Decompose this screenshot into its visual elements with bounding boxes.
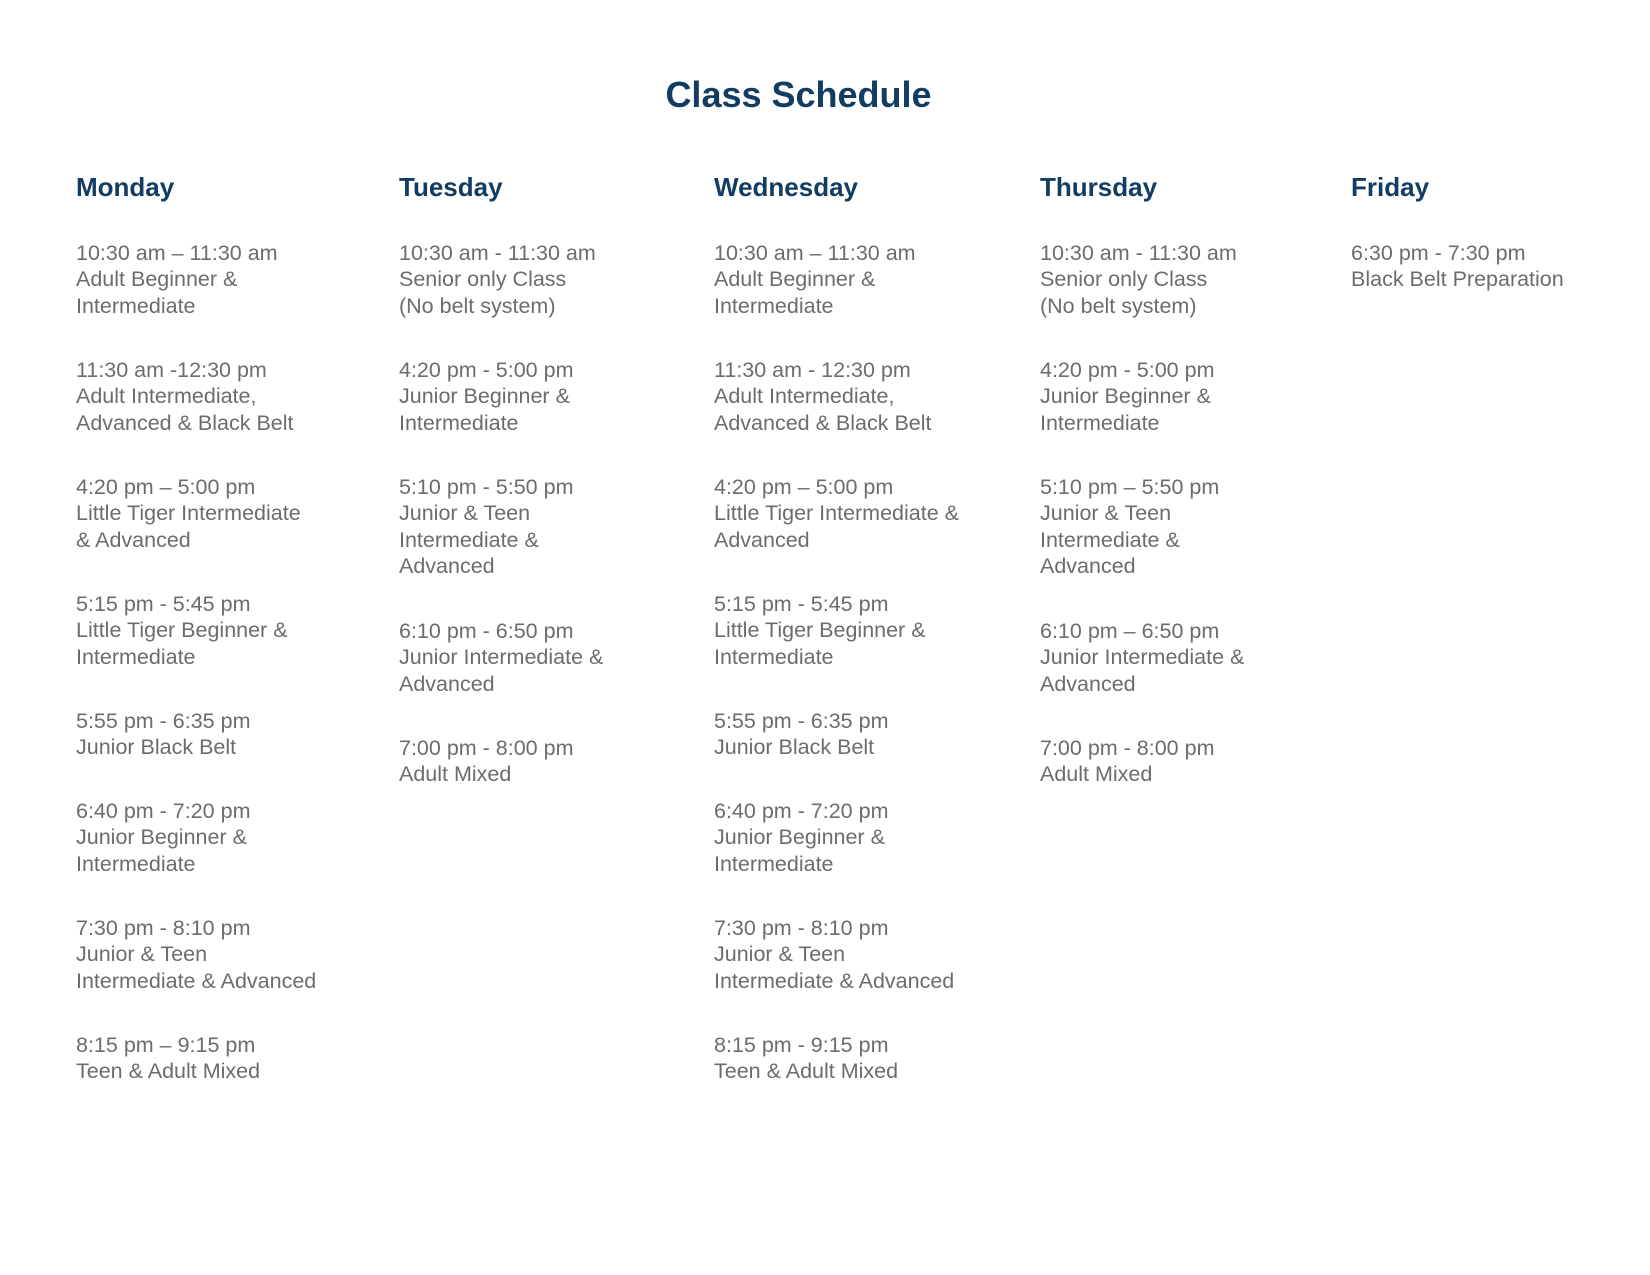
class-entry [714,474,959,553]
class-entry [1040,240,1237,319]
class-entry [399,357,573,436]
class-name-line: Little Tiger Beginner & [714,618,926,643]
day-heading: Monday [76,172,175,202]
class-time: 6:40 pm - 7:20 pm [714,799,889,823]
class-entry [76,474,301,553]
class-entry [1351,240,1564,293]
class-name-line: Junior & Teen [399,501,531,526]
day-heading: Tuesday [399,172,503,202]
class-name-line: Junior Intermediate & [399,645,604,670]
class-name-line: Intermediate [76,293,196,318]
class-entry [399,474,573,579]
class-time: 6:40 pm - 7:20 pm [76,799,251,823]
class-entry [76,1032,260,1085]
class-name-line: Advanced [714,527,810,552]
class-name-line: Advanced [1040,671,1136,696]
class-entry [76,708,250,761]
class-name-line: Intermediate [399,410,519,435]
class-time: 4:20 pm - 5:00 pm [1040,358,1215,382]
class-name-line: Intermediate [76,851,196,876]
class-time: 5:15 pm - 5:45 pm [76,592,251,616]
class-time: 5:10 pm - 5:50 pm [399,475,574,499]
class-time: 6:10 pm – 6:50 pm [1040,619,1220,643]
class-name-line: Intermediate & Advanced [714,968,955,993]
class-entry [76,357,294,436]
class-entry [1040,618,1244,697]
class-entry [1040,474,1219,579]
class-time: 4:20 pm - 5:00 pm [399,358,574,382]
class-entry [714,915,954,994]
class-entry [76,915,316,994]
class-name-line: (No belt system) [1040,293,1197,318]
class-time: 6:30 pm - 7:30 pm [1351,241,1526,265]
class-entry [76,240,278,319]
class-entry [714,708,888,761]
class-name-line: Intermediate & Advanced [76,968,317,993]
class-name-line: Black Belt Preparation [1351,267,1564,292]
class-name-line: Little Tiger Intermediate [76,501,301,526]
class-name-line: & Advanced [76,527,191,552]
class-entry [1040,357,1214,436]
class-time: 7:30 pm - 8:10 pm [714,916,889,940]
class-name-line: Intermediate & [399,527,539,552]
class-time: 8:15 pm - 9:15 pm [714,1033,889,1057]
class-entry [714,798,888,877]
class-name-line: Adult Intermediate, [76,384,257,409]
class-time: 5:55 pm - 6:35 pm [714,709,889,733]
class-name-line: Advanced [1040,553,1136,578]
class-entry [714,1032,898,1085]
class-time: 7:30 pm - 8:10 pm [76,916,251,940]
class-entry [714,357,932,436]
class-name-line: Senior only Class [399,267,567,292]
day-column-tuesday [399,172,604,787]
class-name-line: Teen & Adult Mixed [76,1059,261,1084]
class-time: 7:00 pm - 8:00 pm [399,736,574,760]
class-time: 5:15 pm - 5:45 pm [714,592,889,616]
class-name-line: Intermediate [76,644,196,669]
class-time: 8:15 pm – 9:15 pm [76,1033,256,1057]
class-name-line: (No belt system) [399,293,556,318]
class-name-line: Junior Beginner & [1040,384,1211,409]
class-entry [399,735,573,788]
class-time: 5:10 pm – 5:50 pm [1040,475,1220,499]
class-time: 4:20 pm – 5:00 pm [76,475,256,499]
class-name-line: Adult Intermediate, [714,384,895,409]
class-time: 11:30 am -12:30 pm [76,358,267,382]
class-name-line: Adult Beginner & [76,267,238,292]
class-name-line: Adult Mixed [399,762,512,787]
class-entry [714,240,916,319]
class-name-line: Advanced & Black Belt [76,410,294,435]
class-name-line: Little Tiger Beginner & [76,618,288,643]
class-name-line: Intermediate [714,644,834,669]
class-name-line: Junior Black Belt [714,735,875,760]
day-heading: Thursday [1040,172,1158,202]
class-time: 7:00 pm - 8:00 pm [1040,736,1215,760]
class-time: 5:55 pm - 6:35 pm [76,709,251,733]
class-name-line: Little Tiger Intermediate & [714,501,959,526]
class-name-line: Advanced & Black Belt [714,410,932,435]
class-name-line: Senior only Class [1040,267,1208,292]
class-name-line: Junior & Teen [76,942,208,967]
class-name-line: Advanced [399,671,495,696]
class-time: 10:30 am – 11:30 am [76,241,278,265]
class-name-line: Junior & Teen [714,942,846,967]
day-heading: Wednesday [714,172,859,202]
page-title: Class Schedule [665,74,932,115]
class-name-line: Advanced [399,553,495,578]
class-name-line: Junior Beginner & [76,825,247,850]
class-name-line: Intermediate [714,293,834,318]
class-name-line: Adult Beginner & [714,267,876,292]
day-column-wednesday [714,172,959,1084]
day-heading: Friday [1351,172,1430,202]
class-time: 10:30 am - 11:30 am [399,241,596,265]
class-name-line: Teen & Adult Mixed [714,1059,899,1084]
class-name-line: Junior Intermediate & [1040,645,1245,670]
class-name-line: Junior Black Belt [76,735,237,760]
class-time: 10:30 am - 11:30 am [1040,241,1237,265]
class-time: 10:30 am – 11:30 am [714,241,916,265]
class-name-line: Intermediate & [1040,527,1180,552]
class-name-line: Junior Beginner & [714,825,885,850]
class-name-line: Intermediate [1040,410,1160,435]
class-name-line: Adult Mixed [1040,762,1153,787]
class-time: 6:10 pm - 6:50 pm [399,619,574,643]
class-name-line: Junior Beginner & [399,384,570,409]
class-entry [399,618,603,697]
class-time: 4:20 pm – 5:00 pm [714,475,894,499]
class-entry [76,591,288,670]
class-entry [1040,735,1214,788]
class-name-line: Intermediate [714,851,834,876]
day-column-thursday [1040,172,1245,787]
day-column-monday [76,172,317,1084]
day-column-friday [1351,172,1564,292]
class-entry [399,240,596,319]
class-time: 11:30 am - 12:30 pm [714,358,911,382]
class-entry [76,798,250,877]
class-name-line: Junior & Teen [1040,501,1172,526]
class-entry [714,591,926,670]
